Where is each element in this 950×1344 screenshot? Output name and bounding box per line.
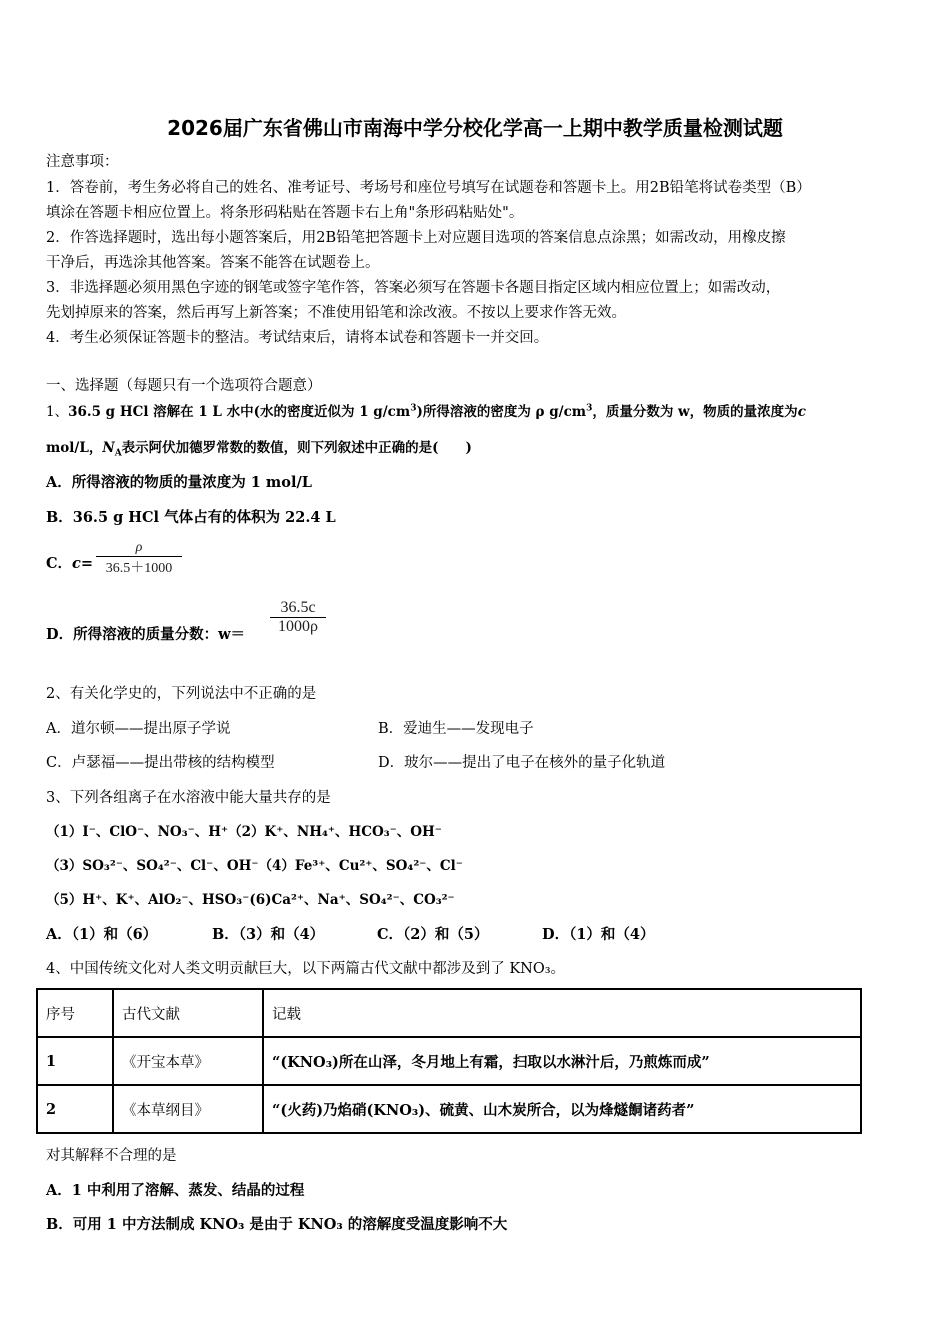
q4-after-table: 对其解释不合理的是 <box>46 1148 177 1164</box>
q2-stem: 2、有关化学史的，下列说法中不正确的是 <box>46 686 317 702</box>
q1-option-b: B．36.5 g HCl 气体占有的体积为 22.4 L <box>46 509 336 526</box>
q3-ion-group: （1）I⁻、ClO⁻、NO₃⁻、H⁺（2）K⁺、NH₄⁺、HCO₃⁻、OH⁻ <box>46 824 442 840</box>
q2-option-d: D．玻尔——提出了电子在核外的量子化轨道 <box>378 755 666 771</box>
q1-option-c-fraction: ρ 36.5＋1000 <box>96 540 182 577</box>
q4-option-a: A．1 中利用了溶解、蒸发、结晶的过程 <box>46 1182 305 1199</box>
q3-stem: 3、下列各组离子在水溶液中能大量共存的是 <box>46 790 331 806</box>
q3-ion-group: （3）SO₃²⁻、SO₄²⁻、Cl⁻、OH⁻（4）Fe³⁺、Cu²⁺、SO₄²⁻、Cl⁻ <box>46 858 463 874</box>
table-cell: 2 <box>37 1085 113 1133</box>
q1-option-d-label: D．所得溶液的质量分数：w＝ <box>46 626 246 643</box>
table-header-cell: 记载 <box>263 989 861 1037</box>
notice-line: 先划掉原来的答案，然后再写上新答案；不准使用铅笔和涂改液。不按以上要求作答无效。 <box>46 305 626 321</box>
q2-option-a: A．道尔顿——提出原子学说 <box>46 721 231 737</box>
q1-stem-line1: 1、36.5 g HCl 溶解在 1 L 水中(水的密度近似为 1 $g/cm^3$)所得溶液的密度为 ρ $g/cm^3$，质量分数为 w，物质的量浓度为c <box>46 403 806 420</box>
q3-ion-group: （5）H⁺、K⁺、AlO₂⁻、HSO₃⁻(6)Ca²⁺、Na⁺、SO₄²⁻、CO₃²⁻ <box>46 892 455 908</box>
table-header-cell: 古代文献 <box>113 989 263 1037</box>
table-cell: “(火药)乃焰硝(KNO₃)、硫黄、山木炭所合，以为烽燧餇诸药者” <box>263 1085 861 1133</box>
q2-option-c: C．卢瑟福——提出带核的结构模型 <box>46 755 275 771</box>
table-cell: “(KNO₃)所在山泽，冬月地上有霜，扫取以水淋汁后，乃煎炼而成” <box>263 1037 861 1085</box>
table-row <box>37 1037 861 1085</box>
notice-line: 3．非选择题必须用黑色字迹的钢笔或签字笔作答，答案必须写在答题卡各题目指定区域内相应位置上；如需改动， <box>46 280 781 296</box>
q4-option-b: B．可用 1 中方法制成 KNO₃ 是由于 KNO₃ 的溶解度受温度影响不大 <box>46 1216 508 1233</box>
q3-option-c: C．（2）和（5） <box>377 926 489 943</box>
q4-stem: 4、中国传统文化对人类文明贡献巨大，以下两篇古代文献中都涉及到了 KNO₃。 <box>46 961 566 977</box>
notice-line: 1．答卷前，考生务必将自己的姓名、准考证号、考场号和座位号填写在试题卷和答题卡上。用2B铅笔将试卷类型（B） <box>46 180 811 196</box>
table-header-cell: 序号 <box>37 989 113 1037</box>
table-cell: 《开宝本草》 <box>113 1037 263 1085</box>
q3-option-b: B．（3）和（4） <box>212 926 325 943</box>
notice-heading: 注意事项： <box>46 154 119 170</box>
notice-line: 2．作答选择题时，选出每小题答案后，用2B铅笔把答题卡上对应题目选项的答案信息点涂黑；如需改动，用橡皮擦 <box>46 230 786 246</box>
table-header-row <box>37 989 861 1037</box>
section-heading: 一、选择题（每题只有一个选项符合题意） <box>46 378 322 394</box>
table-row <box>37 1085 861 1133</box>
table-cell: 《本草纲目》 <box>113 1085 263 1133</box>
q2-option-b: B．爱迪生——发现电子 <box>378 721 534 737</box>
page-title: 2026届广东省佛山市南海中学分校化学高一上期中教学质量检测试题 <box>167 116 783 140</box>
notice-line: 填涂在答题卡相应位置上。将条形码粘贴在答题卡右上角"条形码粘贴处"。 <box>46 205 524 221</box>
notice-line: 干净后，再选涂其他答案。答案不能答在试题卷上。 <box>46 255 380 271</box>
literature-table <box>36 988 862 1134</box>
table-cell: 1 <box>37 1037 113 1085</box>
notice-line: 4．考生必须保证答题卡的整洁。考试结束后，请将本试卷和答题卡一并交回。 <box>46 330 549 346</box>
q1-option-d-fraction: 36.5c 1000ρ <box>270 599 326 636</box>
q1-option-a: A．所得溶液的物质的量浓度为 1 mol/L <box>46 474 312 491</box>
q1-stem-line2: mol/L，$N_A$表示阿伏加德罗常数的数值，则下列叙述中正确的是( ) <box>46 440 472 459</box>
q3-option-a: A．（1）和（6） <box>46 926 158 943</box>
q3-option-d: D．（1）和（4） <box>542 926 655 943</box>
q1-option-c-label: C．c= <box>46 555 94 572</box>
